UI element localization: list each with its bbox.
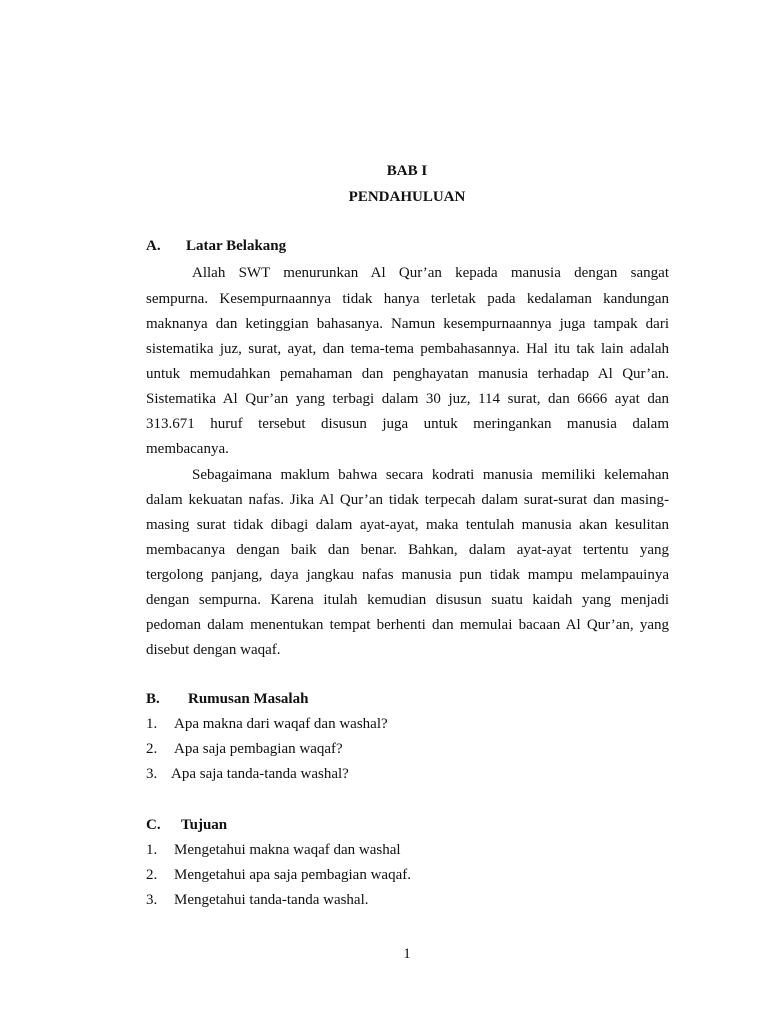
list-item	[146, 766, 349, 783]
section-c-title: Tujuan	[181, 817, 228, 833]
paragraph-line: untuk memudahkan pemahaman dan penghayatan manusia terhadap Al Qur’an.	[146, 366, 669, 382]
list-item-number: 1.	[146, 716, 158, 732]
list-item	[146, 842, 401, 859]
list-item-text: Apa saja pembagian waqaf?	[174, 741, 343, 757]
section-a-title: Latar Belakang	[186, 238, 287, 254]
paragraph-line: maknanya dan ketinggian bahasanya. Namun kesempurnaannya juga tampak dari	[146, 316, 669, 332]
list-item-number: 2.	[146, 867, 158, 883]
list-item-text: Mengetahui makna waqaf dan washal	[174, 842, 401, 858]
section-c-heading	[146, 817, 227, 834]
paragraph-line: Sistematika Al Qur’an yang terbagi dalam 30 juz, 114 surat, dan 6666 ayat dan	[146, 391, 669, 407]
section-a-heading	[146, 238, 286, 255]
paragraph-line: pedoman dalam menentukan tempat berhenti dan memulai bacaan Al Qur’an, yang	[146, 617, 669, 633]
paragraph-line: sistematika juz, surat, ayat, dan tema-tema pembahasannya. Hal itu tak lain adalah	[146, 341, 669, 357]
list-item	[146, 716, 388, 733]
chapter-title: PENDAHULUAN	[348, 189, 466, 205]
chapter-label: BAB I	[386, 163, 428, 179]
paragraph-line: disebut dengan waqaf.	[146, 642, 281, 658]
list-item-number: 1.	[146, 842, 158, 858]
list-item-number: 2.	[146, 741, 158, 757]
paragraph-line: masing surat tidak dibagi dalam ayat-ayat, maka tentulah manusia akan kesulitan	[146, 517, 669, 533]
paragraph-line: tergolong panjang, daya jangkau nafas manusia pun tidak mampu melampauinya	[146, 567, 669, 583]
list-item	[146, 741, 343, 758]
section-b-letter: B.	[146, 691, 160, 707]
paragraph-line: sempurna. Kesempurnaannya tidak hanya terletak pada kedalaman kandungan	[146, 291, 669, 307]
paragraph-line: Allah SWT menurunkan Al Qur’an kepada manusia dengan sangat	[192, 265, 669, 281]
paragraph-line: dalam kekuatan nafas. Jika Al Qur’an tidak terpecah dalam surat-surat dan masing-	[146, 492, 669, 508]
list-item-text: Apa makna dari waqaf dan washal?	[174, 716, 388, 732]
list-item-number: 3.	[146, 766, 158, 782]
list-item-number: 3.	[146, 892, 158, 908]
paragraph-line: membacanya.	[146, 441, 229, 457]
list-item-text: Mengetahui apa saja pembagian waqaf.	[174, 867, 411, 883]
section-a-letter: A.	[146, 238, 161, 254]
section-c-letter: C.	[146, 817, 161, 833]
paragraph-line: 313.671 huruf tersebut disusun juga untuk meringankan manusia dalam	[146, 416, 669, 432]
list-item	[146, 867, 411, 884]
section-b-title: Rumusan Masalah	[188, 691, 309, 707]
paragraph-line: Sebagaimana maklum bahwa secara kodrati manusia memiliki kelemahan	[192, 467, 669, 483]
paragraph-line: dengan sempurna. Karena itulah kemudian disusun suatu kaidah yang menjadi	[146, 592, 669, 608]
page-number: 1	[403, 946, 411, 962]
paragraph-line: membacanya dengan baik dan benar. Bahkan, dalam ayat-ayat tertentu yang	[146, 542, 669, 558]
list-item-text: Mengetahui tanda-tanda washal.	[174, 892, 369, 908]
section-b-heading	[146, 691, 308, 708]
list-item	[146, 892, 369, 909]
list-item-text: Apa saja tanda-tanda washal?	[171, 766, 349, 782]
